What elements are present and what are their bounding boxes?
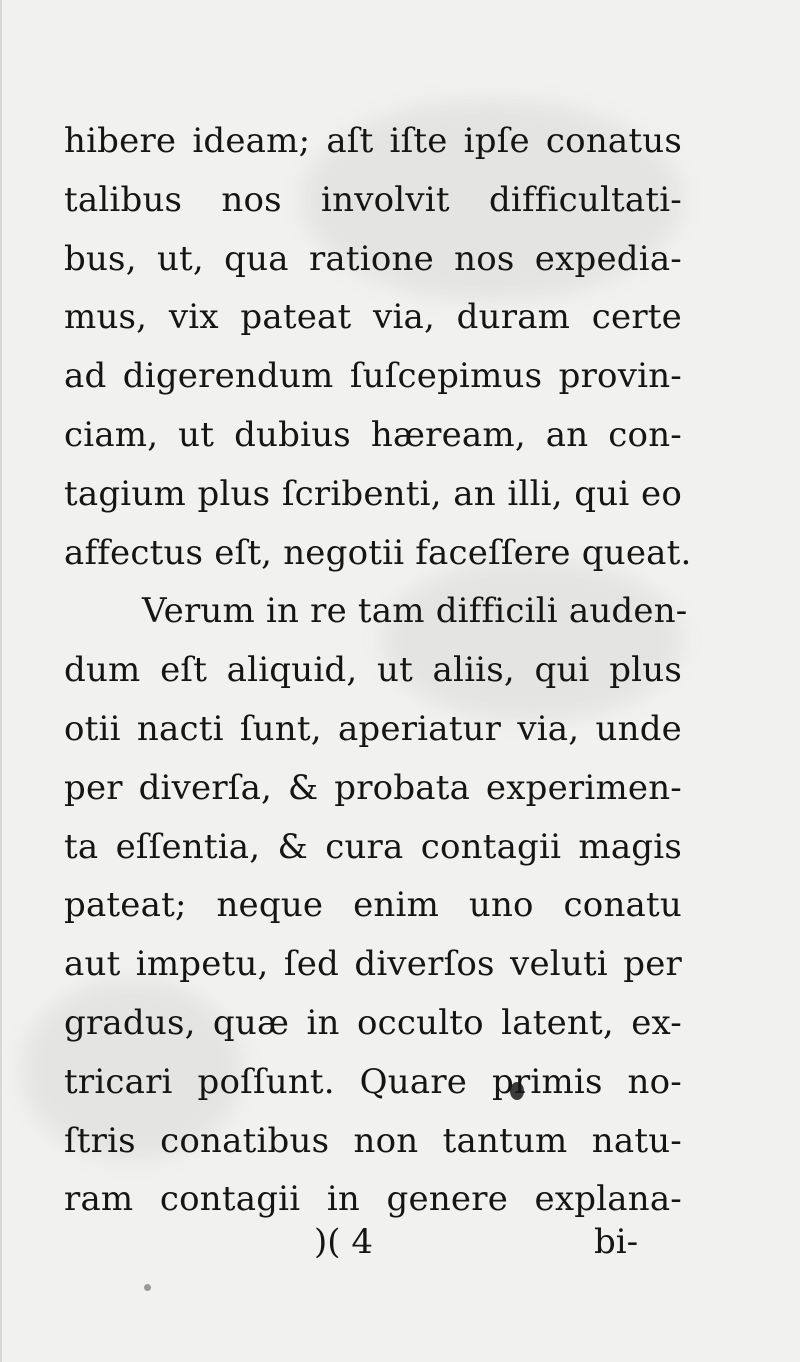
- text-line: ad digerendum ſuſcepimus provin-: [64, 356, 682, 397]
- text-line: ram contagii in genere explana-: [64, 1179, 682, 1220]
- text-line: otii nacti ſunt, aperiatur via, unde: [64, 708, 682, 749]
- ink-spot: [144, 1284, 151, 1291]
- text-line: per diverſa, & probata experimen-: [64, 767, 682, 808]
- text-line-indented: Verum in re tam difficili auden-: [142, 591, 688, 632]
- text-line: hibere ideam; aſt iſte ipſe conatus: [64, 121, 682, 161]
- page-footer: [2, 1222, 800, 1272]
- text-line: dum eſt aliquid, ut aliis, qui plus: [64, 650, 682, 691]
- signature-mark: )( 4: [314, 1222, 373, 1262]
- catchword: bi-: [594, 1222, 639, 1262]
- text-line: tricari poſſunt. Quare primis no-: [64, 1061, 682, 1102]
- text-line: mus, vix pateat via, duram certe: [64, 297, 682, 338]
- text-line: ta eſſentia, & cura contagii magis: [64, 826, 682, 867]
- text-line: tagium plus ſcribenti, an illi, qui eo: [64, 473, 682, 514]
- text-line: bus, ut, qua ratione nos expedia-: [64, 238, 682, 279]
- text-line: pateat; neque enim uno conatu: [64, 885, 682, 926]
- body-text: [64, 112, 692, 1229]
- text-line: ciam, ut dubius hæream, an con-: [64, 414, 682, 455]
- text-line: affectus eſt, negotii faceſſere queat.: [64, 532, 692, 573]
- text-line: ſtris conatibus non tantum natu-: [64, 1120, 682, 1161]
- text-line: gradus, quæ in occulto latent, ex-: [64, 1002, 682, 1043]
- text-line: talibus nos involvit difficultati-: [64, 179, 682, 220]
- text-line: aut impetu, ſed diverſos veluti per: [64, 944, 682, 985]
